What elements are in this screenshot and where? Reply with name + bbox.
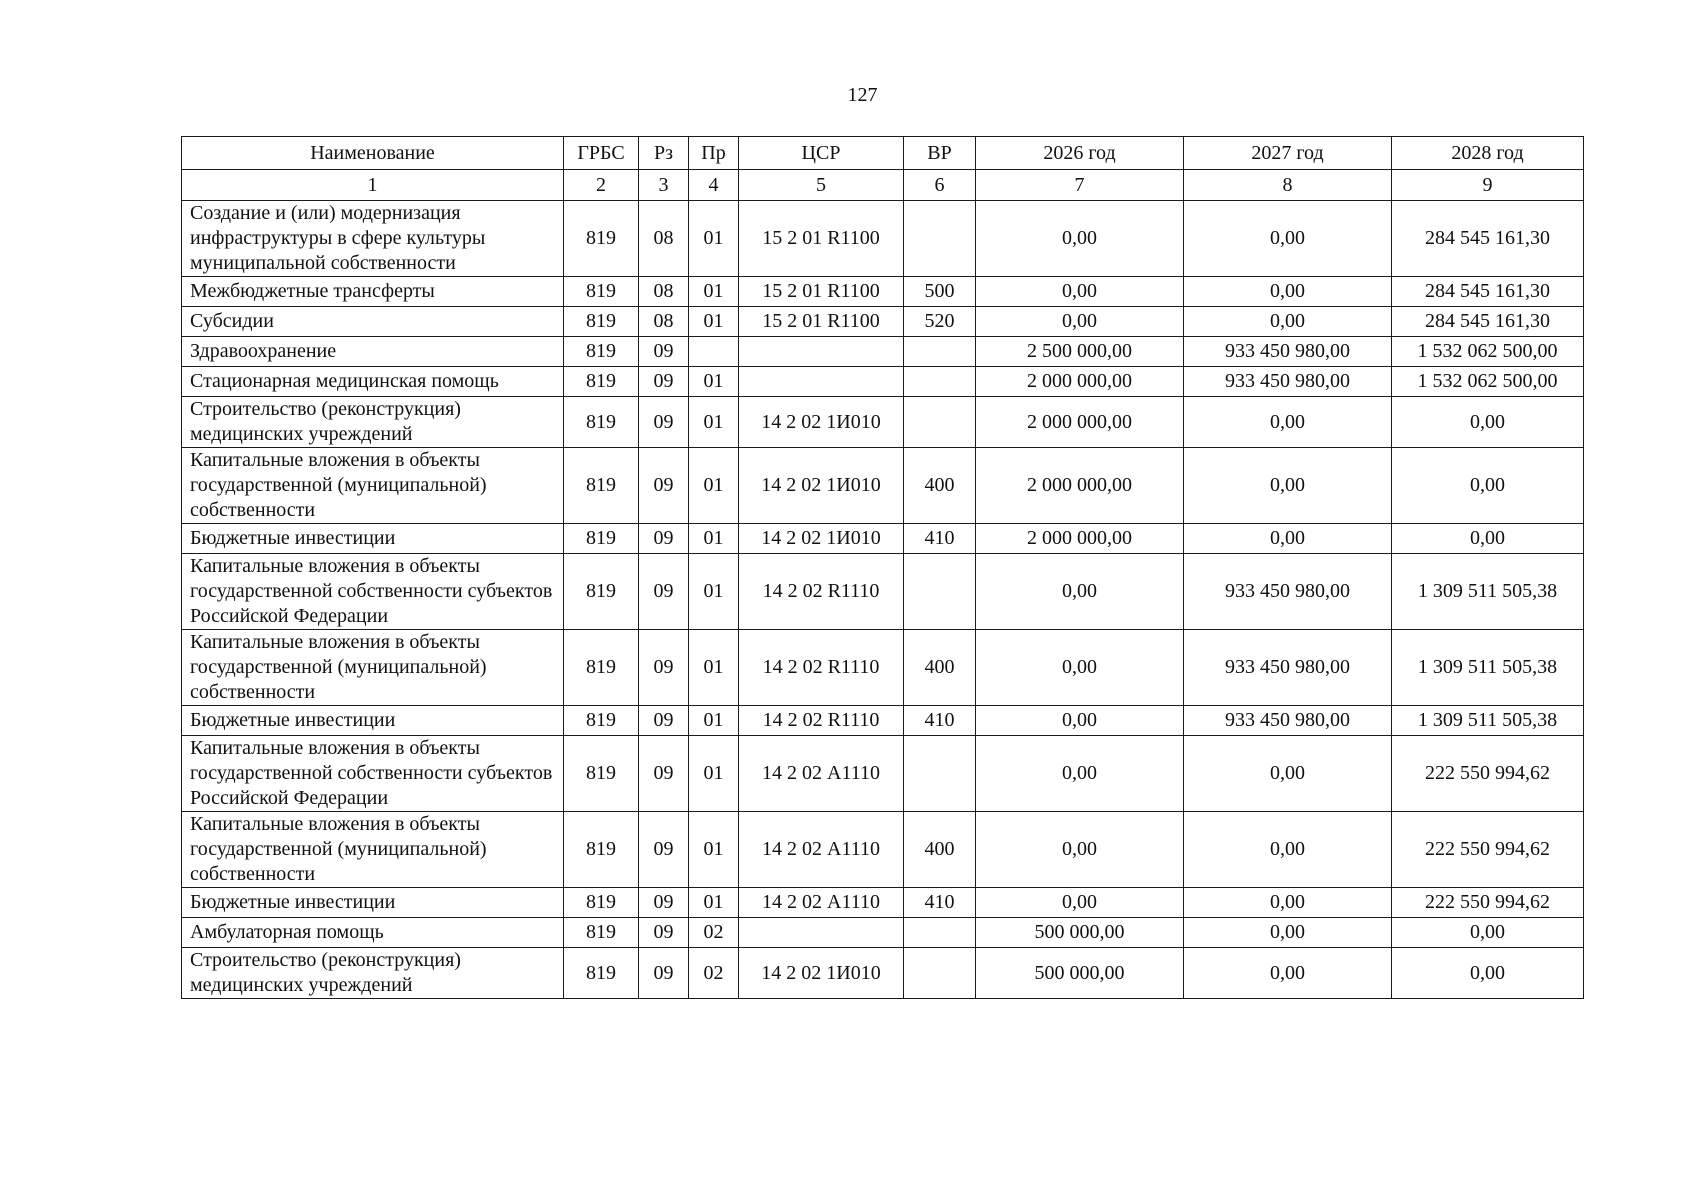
cell-pr: 02 — [689, 918, 739, 948]
table-row — [182, 307, 1584, 337]
cell-name: Бюджетные инвестиции — [182, 888, 564, 918]
cell-2026: 500 000,00 — [976, 948, 1184, 999]
header-2028: 2028 год — [1392, 137, 1584, 170]
cell-name: Капитальные вложения в объекты государственной (муниципальной) собственности — [182, 448, 564, 524]
cell-csr: 14 2 02 R1110 — [739, 630, 904, 706]
cell-csr: 14 2 02 1И010 — [739, 948, 904, 999]
cell-2027: 0,00 — [1184, 736, 1392, 812]
cell-name: Амбулаторная помощь — [182, 918, 564, 948]
cell-name: Строительство (реконструкция) медицинских учреждений — [182, 397, 564, 448]
cell-pr: 01 — [689, 888, 739, 918]
cell-csr: 14 2 02 А1110 — [739, 812, 904, 888]
table-row — [182, 888, 1584, 918]
cell-name: Создание и (или) модернизация инфраструктуры в сфере культуры муниципальной собственности — [182, 201, 564, 277]
cell-name: Стационарная медицинская помощь — [182, 367, 564, 397]
cell-2028: 1 309 511 505,38 — [1392, 630, 1584, 706]
cell-rz: 09 — [639, 888, 689, 918]
table-row — [182, 554, 1584, 630]
cell-rz: 08 — [639, 307, 689, 337]
cell-vr: 500 — [904, 277, 976, 307]
cell-2026: 2 500 000,00 — [976, 337, 1184, 367]
cell-name: Капитальные вложения в объекты государственной собственности субъектов Российской Федерации — [182, 736, 564, 812]
cell-vr: 400 — [904, 630, 976, 706]
column-index: 3 — [639, 170, 689, 201]
cell-grbs: 819 — [564, 736, 639, 812]
header-vr: ВР — [904, 137, 976, 170]
cell-2026: 0,00 — [976, 630, 1184, 706]
header-grbs: ГРБС — [564, 137, 639, 170]
cell-rz: 08 — [639, 277, 689, 307]
cell-2028: 1 532 062 500,00 — [1392, 367, 1584, 397]
cell-2028: 1 532 062 500,00 — [1392, 337, 1584, 367]
cell-rz: 09 — [639, 948, 689, 999]
cell-pr: 01 — [689, 448, 739, 524]
cell-2026: 0,00 — [976, 888, 1184, 918]
column-index: 8 — [1184, 170, 1392, 201]
cell-2027: 933 450 980,00 — [1184, 337, 1392, 367]
cell-2027: 933 450 980,00 — [1184, 554, 1392, 630]
table-row — [182, 277, 1584, 307]
cell-vr — [904, 918, 976, 948]
cell-2027: 933 450 980,00 — [1184, 706, 1392, 736]
cell-vr — [904, 948, 976, 999]
cell-grbs: 819 — [564, 397, 639, 448]
cell-rz: 09 — [639, 630, 689, 706]
cell-csr: 15 2 01 R1100 — [739, 201, 904, 277]
cell-2026: 0,00 — [976, 812, 1184, 888]
cell-pr: 01 — [689, 524, 739, 554]
cell-pr — [689, 337, 739, 367]
cell-grbs: 819 — [564, 524, 639, 554]
cell-csr: 14 2 02 А1110 — [739, 736, 904, 812]
cell-2028: 0,00 — [1392, 524, 1584, 554]
table-row — [182, 706, 1584, 736]
cell-vr — [904, 736, 976, 812]
cell-2026: 0,00 — [976, 307, 1184, 337]
cell-csr: 15 2 01 R1100 — [739, 307, 904, 337]
table-row — [182, 201, 1584, 277]
column-index: 2 — [564, 170, 639, 201]
table-header — [182, 137, 1584, 201]
cell-2027: 0,00 — [1184, 812, 1392, 888]
cell-2027: 933 450 980,00 — [1184, 630, 1392, 706]
table-row — [182, 812, 1584, 888]
cell-grbs: 819 — [564, 337, 639, 367]
cell-2026: 0,00 — [976, 201, 1184, 277]
cell-csr: 14 2 02 R1110 — [739, 554, 904, 630]
cell-pr: 01 — [689, 277, 739, 307]
column-index: 6 — [904, 170, 976, 201]
cell-pr: 02 — [689, 948, 739, 999]
cell-2028: 284 545 161,30 — [1392, 201, 1584, 277]
column-index: 9 — [1392, 170, 1584, 201]
cell-vr — [904, 201, 976, 277]
table-row — [182, 918, 1584, 948]
table-row — [182, 736, 1584, 812]
page-number: 127 — [847, 84, 878, 106]
cell-2027: 0,00 — [1184, 397, 1392, 448]
budget-table — [181, 136, 1584, 999]
cell-name: Субсидии — [182, 307, 564, 337]
cell-pr: 01 — [689, 201, 739, 277]
cell-grbs: 819 — [564, 630, 639, 706]
table-row — [182, 948, 1584, 999]
header-2026: 2026 год — [976, 137, 1184, 170]
cell-vr — [904, 367, 976, 397]
header-2027: 2027 год — [1184, 137, 1392, 170]
cell-grbs: 819 — [564, 277, 639, 307]
cell-2028: 284 545 161,30 — [1392, 277, 1584, 307]
header-pr: Пр — [689, 137, 739, 170]
column-index-row — [182, 170, 1584, 201]
cell-name: Строительство (реконструкция) медицинских учреждений — [182, 948, 564, 999]
cell-grbs: 819 — [564, 948, 639, 999]
cell-rz: 09 — [639, 706, 689, 736]
cell-2027: 0,00 — [1184, 948, 1392, 999]
cell-vr: 410 — [904, 524, 976, 554]
table-row — [182, 397, 1584, 448]
cell-rz: 09 — [639, 524, 689, 554]
cell-2026: 0,00 — [976, 554, 1184, 630]
cell-pr: 01 — [689, 367, 739, 397]
cell-name: Капитальные вложения в объекты государственной (муниципальной) собственности — [182, 630, 564, 706]
table-row — [182, 367, 1584, 397]
cell-rz: 09 — [639, 397, 689, 448]
cell-2028: 1 309 511 505,38 — [1392, 706, 1584, 736]
cell-rz: 08 — [639, 201, 689, 277]
cell-name: Бюджетные инвестиции — [182, 524, 564, 554]
cell-pr: 01 — [689, 397, 739, 448]
cell-2026: 2 000 000,00 — [976, 397, 1184, 448]
header-csr: ЦСР — [739, 137, 904, 170]
cell-2026: 2 000 000,00 — [976, 524, 1184, 554]
cell-rz: 09 — [639, 812, 689, 888]
cell-2026: 2 000 000,00 — [976, 367, 1184, 397]
cell-2027: 0,00 — [1184, 307, 1392, 337]
cell-csr — [739, 367, 904, 397]
cell-name: Здравоохранение — [182, 337, 564, 367]
cell-2028: 222 550 994,62 — [1392, 888, 1584, 918]
table-row — [182, 337, 1584, 367]
cell-2026: 2 000 000,00 — [976, 448, 1184, 524]
cell-grbs: 819 — [564, 201, 639, 277]
header-name: Наименование — [182, 137, 564, 170]
cell-vr: 410 — [904, 888, 976, 918]
cell-grbs: 819 — [564, 367, 639, 397]
cell-rz: 09 — [639, 554, 689, 630]
cell-csr: 14 2 02 R1110 — [739, 706, 904, 736]
cell-grbs: 819 — [564, 307, 639, 337]
cell-pr: 01 — [689, 706, 739, 736]
cell-2027: 0,00 — [1184, 888, 1392, 918]
cell-grbs: 819 — [564, 706, 639, 736]
cell-pr: 01 — [689, 630, 739, 706]
cell-2027: 0,00 — [1184, 918, 1392, 948]
cell-name: Межбюджетные трансферты — [182, 277, 564, 307]
cell-vr: 410 — [904, 706, 976, 736]
cell-grbs: 819 — [564, 448, 639, 524]
header-row — [182, 137, 1584, 170]
cell-csr: 14 2 02 1И010 — [739, 397, 904, 448]
cell-2028: 0,00 — [1392, 948, 1584, 999]
cell-csr: 14 2 02 1И010 — [739, 448, 904, 524]
cell-2028: 222 550 994,62 — [1392, 812, 1584, 888]
cell-pr: 01 — [689, 812, 739, 888]
cell-2028: 0,00 — [1392, 918, 1584, 948]
cell-rz: 09 — [639, 367, 689, 397]
cell-csr: 14 2 02 1И010 — [739, 524, 904, 554]
cell-2028: 222 550 994,62 — [1392, 736, 1584, 812]
cell-2026: 0,00 — [976, 706, 1184, 736]
cell-vr — [904, 397, 976, 448]
cell-2027: 0,00 — [1184, 277, 1392, 307]
column-index: 1 — [182, 170, 564, 201]
cell-name: Капитальные вложения в объекты государственной (муниципальной) собственности — [182, 812, 564, 888]
cell-2028: 0,00 — [1392, 397, 1584, 448]
cell-2028: 284 545 161,30 — [1392, 307, 1584, 337]
cell-name: Капитальные вложения в объекты государственной собственности субъектов Российской Федерации — [182, 554, 564, 630]
cell-vr: 400 — [904, 812, 976, 888]
cell-csr: 14 2 02 А1110 — [739, 888, 904, 918]
cell-name: Бюджетные инвестиции — [182, 706, 564, 736]
cell-2027: 0,00 — [1184, 201, 1392, 277]
cell-vr: 520 — [904, 307, 976, 337]
cell-rz: 09 — [639, 337, 689, 367]
cell-csr — [739, 918, 904, 948]
cell-rz: 09 — [639, 918, 689, 948]
cell-vr — [904, 337, 976, 367]
cell-2027: 0,00 — [1184, 524, 1392, 554]
column-index: 7 — [976, 170, 1184, 201]
cell-csr — [739, 337, 904, 367]
cell-2026: 0,00 — [976, 736, 1184, 812]
column-index: 4 — [689, 170, 739, 201]
table-row — [182, 630, 1584, 706]
cell-rz: 09 — [639, 448, 689, 524]
cell-2027: 933 450 980,00 — [1184, 367, 1392, 397]
cell-grbs: 819 — [564, 888, 639, 918]
cell-2026: 500 000,00 — [976, 918, 1184, 948]
table-row — [182, 448, 1584, 524]
table-body — [182, 201, 1584, 999]
cell-pr: 01 — [689, 554, 739, 630]
cell-pr: 01 — [689, 307, 739, 337]
cell-grbs: 819 — [564, 554, 639, 630]
column-index: 5 — [739, 170, 904, 201]
table-row — [182, 524, 1584, 554]
cell-pr: 01 — [689, 736, 739, 812]
cell-rz: 09 — [639, 736, 689, 812]
cell-2028: 0,00 — [1392, 448, 1584, 524]
cell-grbs: 819 — [564, 918, 639, 948]
cell-csr: 15 2 01 R1100 — [739, 277, 904, 307]
cell-vr — [904, 554, 976, 630]
cell-2028: 1 309 511 505,38 — [1392, 554, 1584, 630]
cell-grbs: 819 — [564, 812, 639, 888]
cell-2026: 0,00 — [976, 277, 1184, 307]
header-rz: Рз — [639, 137, 689, 170]
cell-vr: 400 — [904, 448, 976, 524]
cell-2027: 0,00 — [1184, 448, 1392, 524]
